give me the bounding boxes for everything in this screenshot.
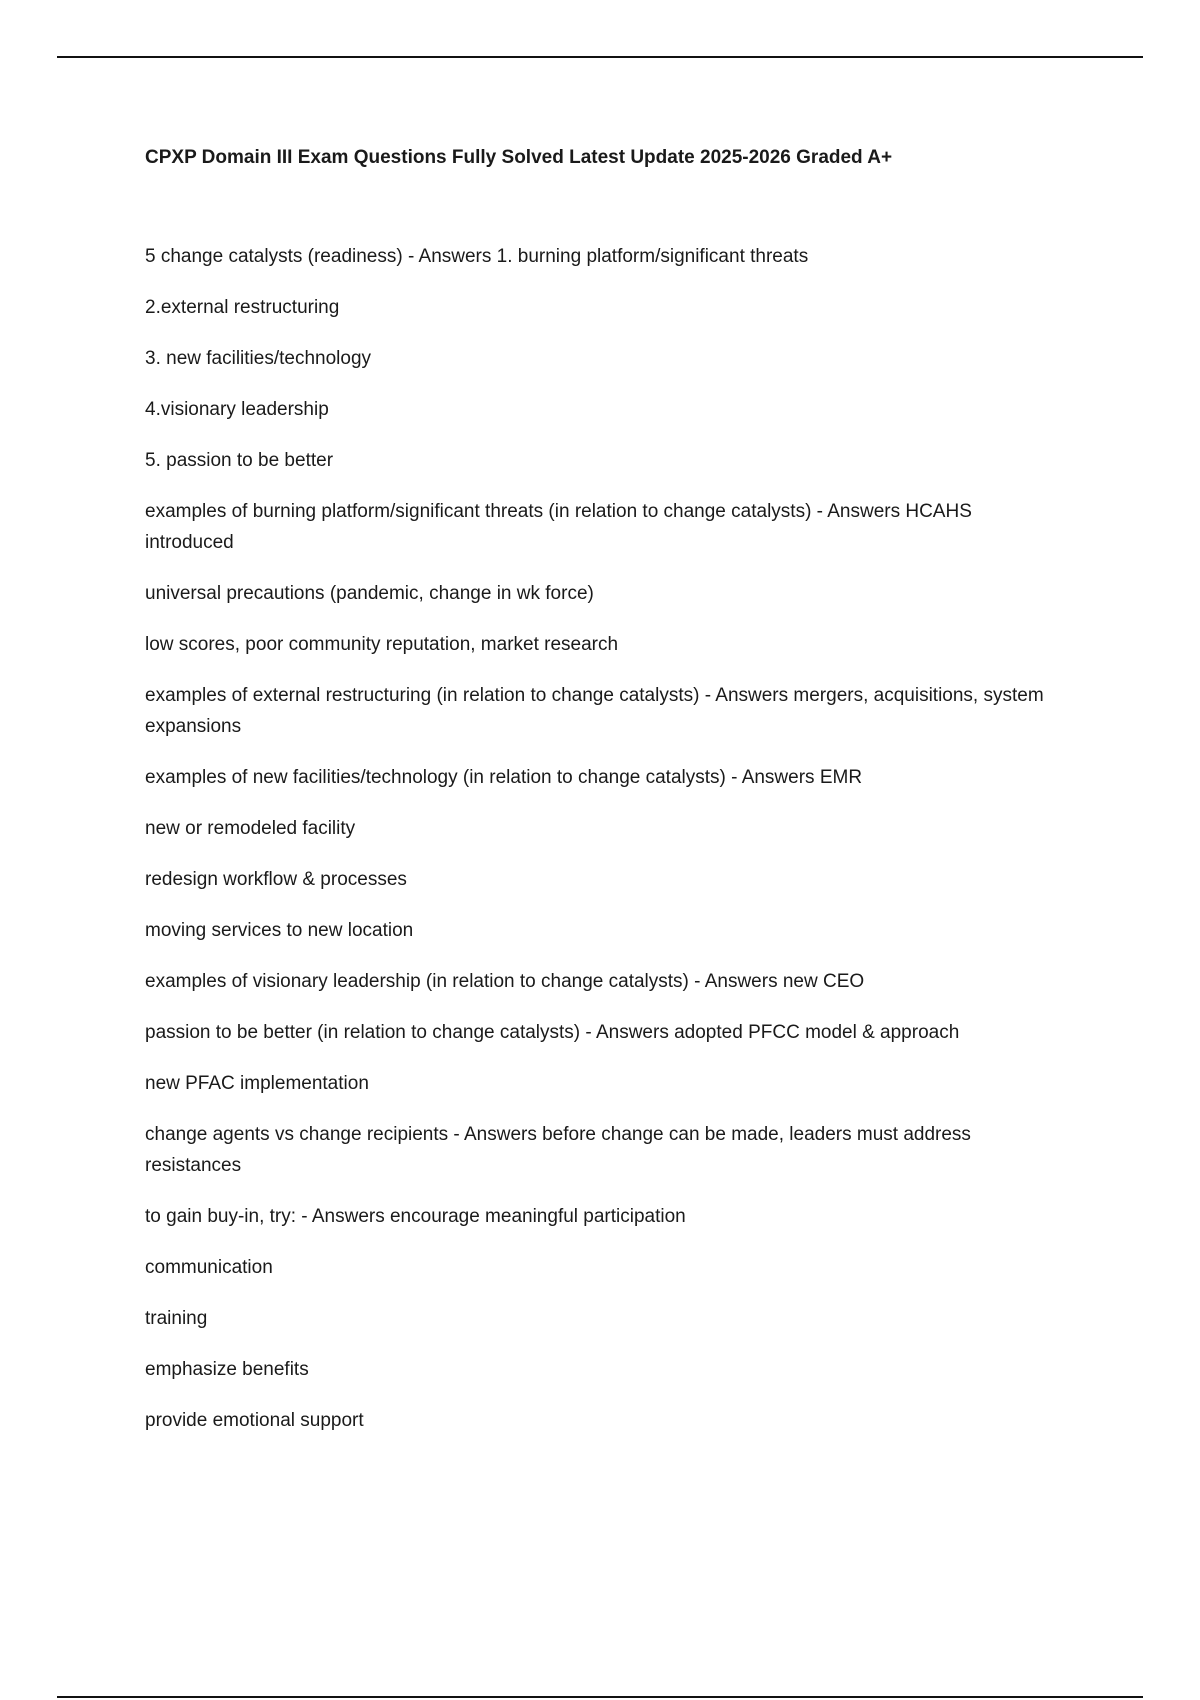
qa-line: 5. passion to be better [145,450,334,471]
qa-line: examples of external restructuring (in relation to change catalysts) - Answers mergers, acquisitions, system expansions [145,685,1044,737]
qa-line: emphasize benefits [145,1359,309,1380]
qa-line: communication [145,1257,273,1278]
qa-line: 3. new facilities/technology [145,348,372,369]
qa-list [145,241,1045,1436]
qa-line: examples of burning platform/significant threats (in relation to change catalysts) - Answers HCAHS introduced [145,501,972,553]
qa-line: to gain buy-in, try: - Answers encourage meaningful participation [145,1206,686,1227]
qa-line: 2.external restructuring [145,297,340,318]
qa-line: 5 change catalysts (readiness) - Answers 1. burning platform/significant threats [145,246,809,267]
document-body [145,145,1045,1456]
qa-line: low scores, poor community reputation, market research [145,634,619,655]
qa-line: moving services to new location [145,920,414,941]
document-title: CPXP Domain III Exam Questions Fully Solved Latest Update 2025-2026 Graded A+ [145,147,893,168]
qa-line: provide emotional support [145,1410,364,1431]
qa-line: universal precautions (pandemic, change in wk force) [145,583,594,604]
qa-line: new or remodeled facility [145,818,356,839]
top-divider [57,56,1143,58]
qa-line: examples of visionary leadership (in relation to change catalysts) - Answers new CEO [145,971,865,992]
qa-line: passion to be better (in relation to change catalysts) - Answers adopted PFCC model & approach [145,1022,960,1043]
qa-line: change agents vs change recipients - Answers before change can be made, leaders must address resistances [145,1124,971,1176]
qa-line: training [145,1308,208,1329]
qa-line: examples of new facilities/technology (in relation to change catalysts) - Answers EMR [145,767,863,788]
bottom-divider [57,1696,1143,1698]
qa-line: new PFAC implementation [145,1073,369,1094]
qa-line: 4.visionary leadership [145,399,329,420]
qa-line: redesign workflow & processes [145,869,407,890]
